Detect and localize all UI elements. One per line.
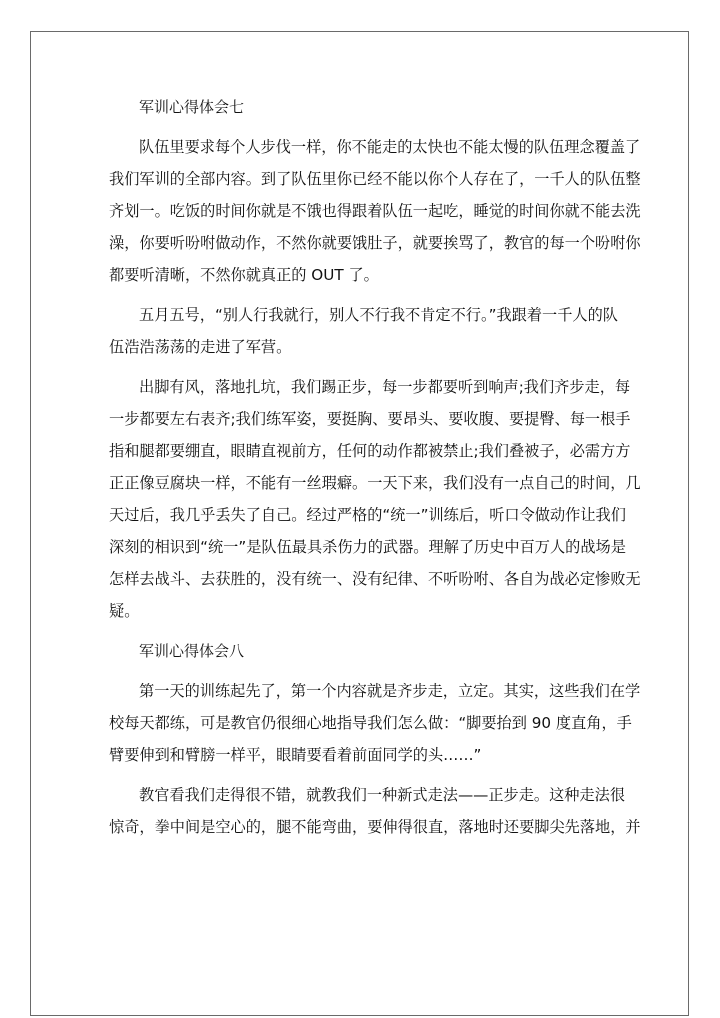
section-heading: 军训心得体会八 — [139, 642, 245, 660]
text-line: 正正像豆腐块一样，不能有一丝瑕癖。一天下来，我们没有一点自己的时间，几 — [109, 474, 641, 492]
text-line: 指和腿都要绷直，眼睛直视前方，任何的动作都被禁止;我们叠被子，必需方方 — [109, 442, 631, 460]
text-line: 澡，你要听吩咐做动作，不然你就要饿肚子，就要挨骂了，教官的每一个吩咐你 — [109, 234, 641, 252]
text-line: 五月五号，“别人行我就行，别人不行我不肯定不行。”我跟着一千人的队 — [139, 306, 618, 324]
text-line: 伍浩浩荡荡的走进了军营。 — [109, 338, 292, 356]
paragraph — [109, 299, 618, 363]
document-body — [109, 91, 641, 843]
paragraph — [109, 371, 641, 627]
text-line: 出脚有风，落地扎坑，我们踢正步，每一步都要听到响声;我们齐步走，每 — [139, 378, 631, 396]
text-line: 天过后，我几乎丢失了自己。经过严格的“统一”训练后，听口令做动作让我们 — [109, 506, 626, 524]
paragraph — [109, 779, 641, 843]
text-line: 队伍里要求每个人步伐一样，你不能走的太快也不能太慢的队伍理念覆盖了 — [139, 138, 641, 156]
section-heading: 军训心得体会七 — [139, 98, 245, 116]
text-line: 臂要伸到和臂膀一样平，眼睛要看着前面同学的头……” — [109, 746, 482, 764]
text-line: 深刻的相识到“统一”是队伍最具杀伤力的武器。理解了历史中百万人的战场是 — [109, 538, 626, 556]
text-line: 都要听清晰，不然你就真正的 OUT 了。 — [109, 266, 379, 284]
text-line: 校每天都练，可是教官仍很细心地指导我们怎么做：“脚要抬到 90 度直角，手 — [109, 714, 632, 732]
text-line: 一步都要左右表齐;我们练军姿，要挺胸、要昂头、要收腹、要提臀、每一根手 — [109, 410, 631, 428]
paragraph — [109, 675, 641, 771]
text-line: 怎样去战斗、去获胜的，没有统一、没有纪律、不听吩咐、各自为战必定惨败无 — [109, 570, 641, 588]
text-line: 我们军训的全部内容。到了队伍里你已经不能以你个人存在了，一千人的队伍整 — [109, 170, 641, 188]
text-line: 第一天的训练起先了，第一个内容就是齐步走，立定。其实，这些我们在学 — [139, 682, 641, 700]
paragraph — [109, 131, 641, 291]
text-line: 疑。 — [109, 602, 140, 620]
text-line: 齐划一。吃饭的时间你就是不饿也得跟着队伍一起吃，睡觉的时间你就不能去洗 — [109, 202, 641, 220]
text-line: 教官看我们走得很不错，就教我们一种新式走法——正步走。这种走法很 — [139, 786, 625, 804]
text-line: 惊奇，拳中间是空心的，腿不能弯曲，要伸得很直，落地时还要脚尖先落地，并 — [109, 818, 641, 836]
